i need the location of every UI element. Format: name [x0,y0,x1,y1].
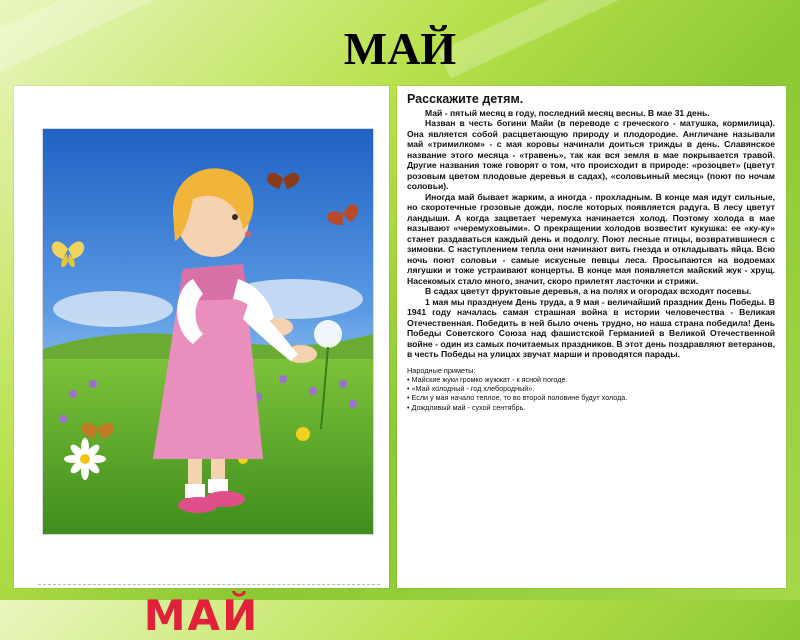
divider-line [38,584,380,585]
article-paragraph: Назван в честь богини Майи (в переводе с греческого - матушка, кормилица). Она является собой расцветающую природу и плодородие. Англичане называли май «тримилком» - с мая коровы начинали доиться трижды в день. Славянское название этого месяца - «травень», так как вся земля в мае покрывается травой. Другие названия тоже говорят о том, что происходит в природе: «розоцвет» (цветут розовым цветом плодовые деревья в садах), «соловьиный месяц» (поют по ночам соловьи). [407,118,775,192]
article-paragraph: 1 мая мы празднуем День труда, а 9 мая - величайший праздник День Победы. В 1941 году началась самая страшная война в истории человечества - Великая Отечественная. Победить в ней было очень трудно, но наша страна победила! День Победы Советского Союза над фашистской Германией в Великой Отечественной войне - один из самых почитаемых праздников. В этот день поздравляют ветеранов, в честь Победы на улицах звучат марши и проводятся парады. [407,296,775,360]
folk-sign-item: • Майские жуки громко жужжат - к ясной погоде. [407,374,568,384]
slide-title: МАЙ [343,23,457,74]
article-text [407,92,775,582]
folk-sign-item: • Если у мая начало теплое, то во второй половине будут холода. [407,393,628,403]
article-paragraph: Иногда май бывает жарким, а иногда - прохладным. В конце мая идут сильные, но скоротечные грозовые дожди, после которых появляется радуга. В лесу цветут ландыши. А когда зацветает черемуха начинается холод. Поэтому холода в мае называют «черемуховыми». О прекращении холодов возвестит кукушка: ее «ку-ку» станет раздаваться каждый день и подолгу. Поют лесные птицы, возвратившиеся с зимовки. С наступлением тепла они начинают вить гнезда и откладывать яйца. Всю ночь поют соловьи - самые искусные певцы леса. Просыпаются на водоемах лягушки и тоже устраивают концерты. В конце мая появляется майский жук - хрущ. Насекомых стало много, значит, скоро прилетят ласточки и стрижи. [407,191,775,286]
illustration-card [14,86,389,640]
article-paragraph: Май - пятый месяц в году, последний месяц весны. В мае 31 день. [425,108,710,118]
folk-signs-heading: Народные приметы: [407,365,476,375]
article-paragraph: В садах цветут фруктовые деревья, а на полях и огородах всходят посевы. [425,286,752,297]
folk-signs-list [407,375,775,412]
image-caption: МАЙ [143,591,260,640]
folk-sign-item: • Дождливый май - сухой сентябрь. [407,402,526,412]
article-heading: Расскажите детям. [407,92,524,106]
girl-with-butterflies-illustration [42,128,374,535]
article-card [397,86,786,588]
folk-sign-item: • «Май холодный - год хлебородный». [407,383,535,393]
